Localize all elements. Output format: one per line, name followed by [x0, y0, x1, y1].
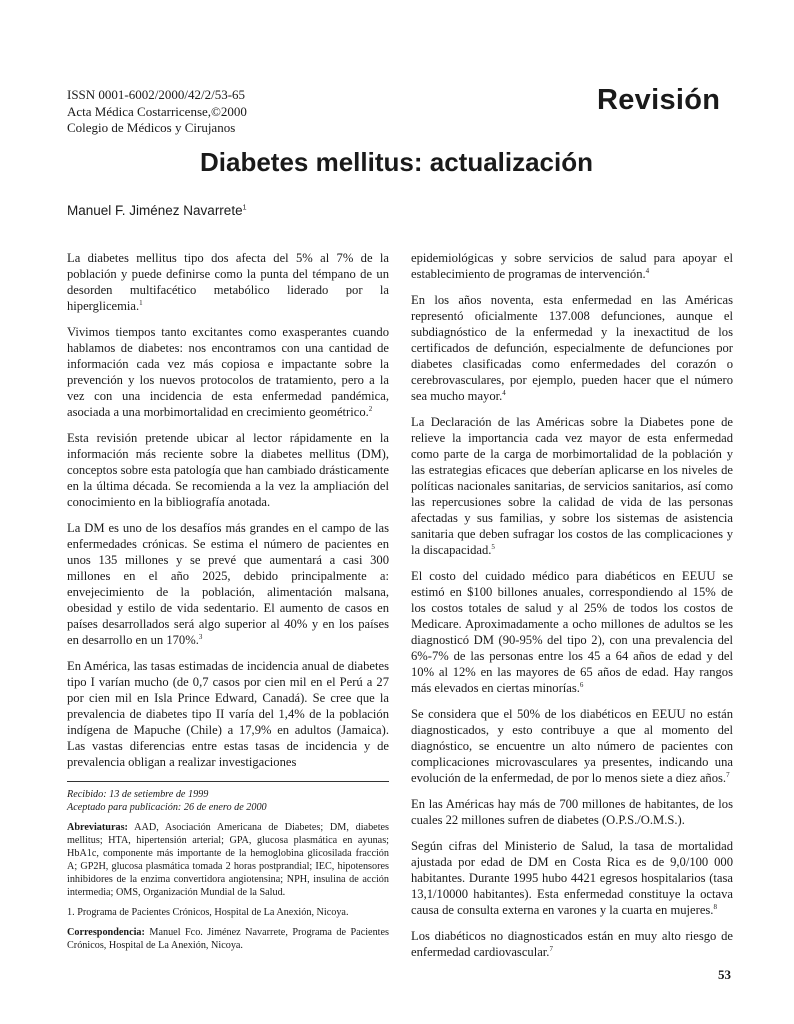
author-line [67, 203, 246, 218]
section-label: Revisión [597, 84, 721, 116]
paragraph: Esta revisión pretende ubicar al lector rápidamente en la información más reciente sobre la diabetes mellitus (DM), conceptos sobre esta patología que han cambiado drásticamente en la última década. Se recomienda a la vez la ampliación del conocimiento en la bibliografía anotada. [67, 431, 389, 509]
paragraph: La diabetes mellitus tipo dos afecta del 5% al 7% de la población y puede definirse como la punta del témpano de un desorden multifacético metabólico liderado por la hiperglicemia.$^1$ [67, 251, 389, 313]
author-ref: 1 [242, 204, 247, 212]
journal-name: Acta Médica Costarricense,©2000 [67, 103, 247, 119]
dates [67, 788, 389, 814]
citation-ref: 1 [139, 298, 143, 307]
correspondence-label: Correspondencia: [67, 927, 145, 938]
citation-ref: 7 [726, 770, 730, 779]
citation-ref: 2 [368, 404, 373, 413]
paragraph: En América, las tasas estimadas de incidencia anual de diabetes tipo I varían mucho (de 0,7 casos por cien mil en el Perú a 27 por cien mil en Isla Prince Edward, Canadá). Se cree que la prevalencia de diabetes tipo II varía del 1,4% de la población indígena de Mapuche (Chile) a 17,9% en adultos (Jamaica). Las vastas diferencias entre estas tasas de incidencia y de prevalencia obligan a realizar investigaciones [67, 659, 389, 769]
paragraph: En los años noventa, esta enfermedad en las Américas representó oficialmente 137.008 defunciones, aunque el subdiagnóstico de la enfermedad y la inexactitud de los certificados de defunción, especialmente de defunciones por diabetes clasificadas como enfermedades del corazón o cerebrovasculares, por ejemplo, pueden hacer que el número sea mucho mayor.$^4$ [411, 293, 733, 403]
footnote-divider [67, 781, 389, 782]
journal-info [67, 87, 247, 137]
citation-ref: 6 [579, 680, 584, 689]
citation-ref: 4 [645, 266, 650, 275]
correspondence-text: Manuel Fco. Jiménez Navarrete, Programa de Pacientes Crónicos, Hospital de La Anexión, Nicoya. [67, 927, 389, 951]
article-title: Diabetes mellitus: actualización [200, 147, 594, 177]
accepted-date: Aceptado para publicación: 26 de enero de 2000 [67, 802, 267, 813]
issn-line: ISSN 0001-6002/2000/42/2/53-65 [67, 87, 246, 102]
paragraph: Vivimos tiempos tanto excitantes como exasperantes cuando hablamos de diabetes: nos encontramos con una cantidad de información cada vez más copiosa e impactante sobre la prevención y los nuevos protocolos de tratamiento, pero a la vez con una incidencia de esta enfermedad pandémica, asociada a una morbimortalidad en crecimiento geométrico.$^2$ [67, 325, 389, 419]
abbreviations-text: AAD, Asociación Americana de Diabetes; DM, diabetes mellitus; HTA, hipertensión arterial; GPA, glucosa plasmática en ayunas; HbA1c, componente más importante de la hemoglobina glicosilada fracción A; GP2H, glucosa plasmática tomada 2 horas postprandial; IEC, hipotensores inhibidores de la enzima convertidora angiotensina; NPH, insulina de acción intermedia; OMS, Organización Mundial de la Salud. [67, 822, 390, 898]
right-column [411, 250, 733, 970]
citation-ref: 5 [491, 542, 495, 551]
abbreviations-label: Abreviaturas: [67, 822, 128, 833]
publisher-name: Colegio de Médicos y Cirujanos [67, 120, 236, 135]
citation-ref: 8 [713, 902, 717, 911]
paragraph: La Declaración de las Américas sobre la Diabetes pone de relieve la importancia cada vez mayor de esta enfermedad como parte de la carga de morbimortalidad de la población y las estrategias eficaces que deberían aplicarse en los niveles de políticas nacionales sanitarias, de servicios sanitarios, así como las repercusiones sobre la calidad de vida de las personas afectadas y sus familias, y sobre los sistemas de asistencia sanitaria que deben sufragar los costos de las complicaciones y la discapacidad.$^5$ [411, 415, 733, 557]
author-name: Manuel F. Jiménez Navarrete [67, 203, 243, 218]
paragraph: Los diabéticos no diagnosticados están en muy alto riesgo de enfermedad cardiovascular.$^7$ [411, 929, 733, 959]
citation-ref: 7 [549, 944, 553, 953]
page-number: 53 [718, 967, 731, 982]
citation-ref: 4 [502, 388, 506, 397]
paragraph: El costo del cuidado médico para diabéticos en EEUU se estimó en $100 billones anuales, correspondiendo al 15% de los costos totales de salud y al 25% de todos los costos de Medicare. Aproximadamente a ocho millones de adultos se les diagnosticó DM (90-95% del tipo 2), con una prevalencia del 6%-7% de las personas entre los 45 a 64 años de edad y del 10% al 12% en las mayores de 65 años de edad. Hay rangos más elevados en ciertas minorías.$^6$ [411, 569, 733, 695]
correspondence [67, 926, 389, 952]
footnotes [67, 788, 389, 959]
paragraph: Según cifras del Ministerio de Salud, la tasa de mortalidad ajustada por edad de DM en Costa Rica es de 9,0/100 000 habitantes. Durante 1995 hubo 4421 egresos hospitalarios (tasa 13,1/10000 habitantes). Esta enfermedad constituye la octava causa de consulta externa en varones y la cuarta en mujeres.$^8$ [411, 839, 733, 917]
paragraph: En las Américas hay más de 700 millones de habitantes, de los cuales 22 millones sufren de diabetes (O.P.S./O.M.S.). [411, 797, 733, 827]
citation-ref: 3 [198, 632, 203, 641]
paragraph: La DM es uno de los desafíos más grandes en el campo de las enfermedades crónicas. Se estima el número de pacientes en unos 135 millones y se prevé que aumentará a casi 300 millones en el año 2025, debido principalmente a: envejecimiento de la población, alimentación malsana, obesidad y estilo de vida sedentario. El aumento de casos en países desarrollados será algo superior al 40% y en los países en desarrollo en un 170%.$^3$ [67, 521, 389, 647]
paragraph: Se considera que el 50% de los diabéticos en EEUU no están diagnosticados, y esto contribuye a que al momento del diagnóstico, se encuentre un alto número de pacientes con complicaciones microvasculares ya presentes, indicando una evolución de la enfermedad, de por lo menos siete a diez años.$^7$ [411, 707, 733, 785]
paragraph: epidemiológicas y sobre servicios de salud para apoyar el establecimiento de programas de intervención.$^4$ [411, 251, 733, 281]
received-date: Recibido: 13 de setiembre de 1999 [67, 789, 209, 800]
abbreviations [67, 821, 389, 899]
left-column [67, 250, 389, 780]
affiliation: 1. Programa de Pacientes Crónicos, Hospital de La Anexión, Nicoya. [67, 907, 349, 918]
